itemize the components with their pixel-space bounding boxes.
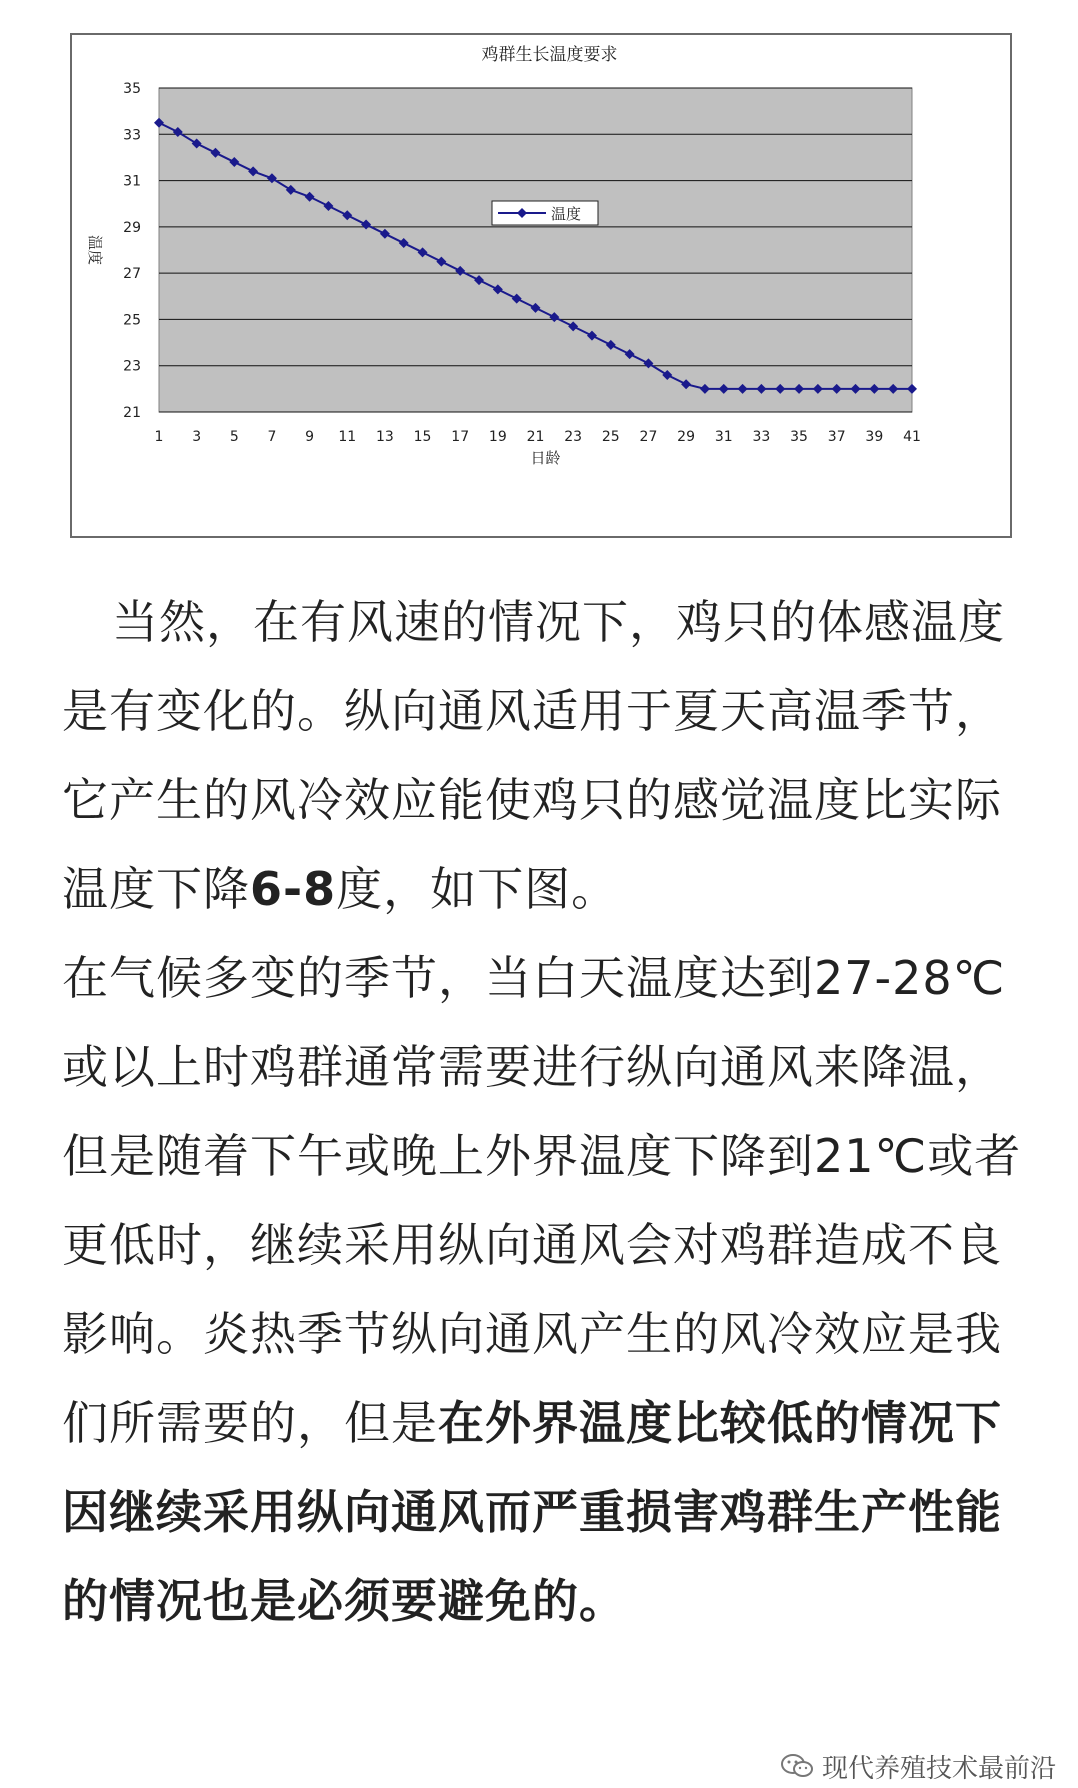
paragraph-1-text: 当然，在有风速的情况下，鸡只的体感温度是有变化的。纵向通风适用于夏天高温季节，它产生的风冷效应能使鸡只的感觉温度比实际温度下降 — [62, 595, 1005, 916]
paragraph-1 — [62, 578, 1022, 934]
x-tick-label: 3 — [192, 429, 202, 445]
x-tick-label: 35 — [790, 429, 808, 445]
footer-account-name: 现代养殖技术最前沿 — [822, 1753, 1057, 1784]
legend-label: 温度 — [551, 205, 582, 223]
x-tick-label: 33 — [752, 429, 771, 445]
wechat-icon — [780, 1752, 814, 1780]
x-tick-label: 27 — [639, 429, 658, 445]
plot-area — [159, 88, 912, 412]
paragraph-2 — [62, 934, 1022, 1646]
x-tick-label: 41 — [903, 429, 921, 445]
x-tick-label: 23 — [564, 429, 583, 445]
footer-watermark — [780, 1748, 1056, 1784]
x-tick-label: 11 — [338, 429, 357, 445]
y-tick-label: 25 — [123, 312, 141, 329]
x-tick-label: 39 — [865, 429, 884, 445]
x-tick-label: 29 — [677, 429, 696, 445]
x-tick-label: 9 — [305, 429, 315, 445]
y-tick-label: 35 — [123, 81, 141, 97]
chart-svg — [72, 35, 1010, 536]
paragraph-2-text: 在气候多变的季节，当白天温度达到27-28℃或以上时鸡群通常需要进行纵向通风来降温，但是随着下午或晚上外界温度下降到21℃或者更低时，继续采用纵向通风会对鸡群造成不良影响。炎热季节纵向通风产生的风冷效应是我们所需要的，但是 — [62, 951, 1022, 1450]
x-tick-label: 21 — [526, 429, 545, 445]
y-tick-label: 23 — [123, 358, 141, 375]
x-tick-label: 31 — [714, 429, 733, 445]
chart — [70, 33, 1012, 538]
paragraph-2-bold-text: 在外界温度比较低的情况下因继续采用纵向通风而严重损害鸡群生产性能的情况也是必须要避免的。 — [62, 1396, 1002, 1628]
x-axis-label: 日龄 — [530, 449, 561, 467]
chart-title: 鸡群生长温度要求 — [481, 45, 618, 65]
paragraph-1-number: 6-8 — [250, 862, 337, 916]
y-tick-label: 29 — [123, 219, 141, 236]
paragraph-1-end: 度，如下图。 — [336, 862, 619, 916]
y-axis-label: 温度 — [86, 234, 104, 266]
x-tick-label: 13 — [375, 429, 394, 445]
x-tick-label: 17 — [451, 429, 470, 445]
y-tick-label: 27 — [123, 266, 141, 283]
x-tick-label: 1 — [154, 429, 164, 445]
x-tick-label: 5 — [229, 429, 239, 445]
x-tick-label: 15 — [413, 429, 432, 445]
x-tick-label: 19 — [488, 429, 507, 445]
article-body — [62, 578, 1022, 1646]
x-tick-label: 25 — [601, 429, 620, 445]
y-tick-label: 33 — [123, 127, 141, 144]
x-tick-label: 37 — [827, 429, 846, 445]
x-tick-label: 7 — [267, 429, 277, 445]
y-tick-label: 21 — [123, 405, 141, 421]
y-tick-label: 31 — [123, 173, 141, 190]
